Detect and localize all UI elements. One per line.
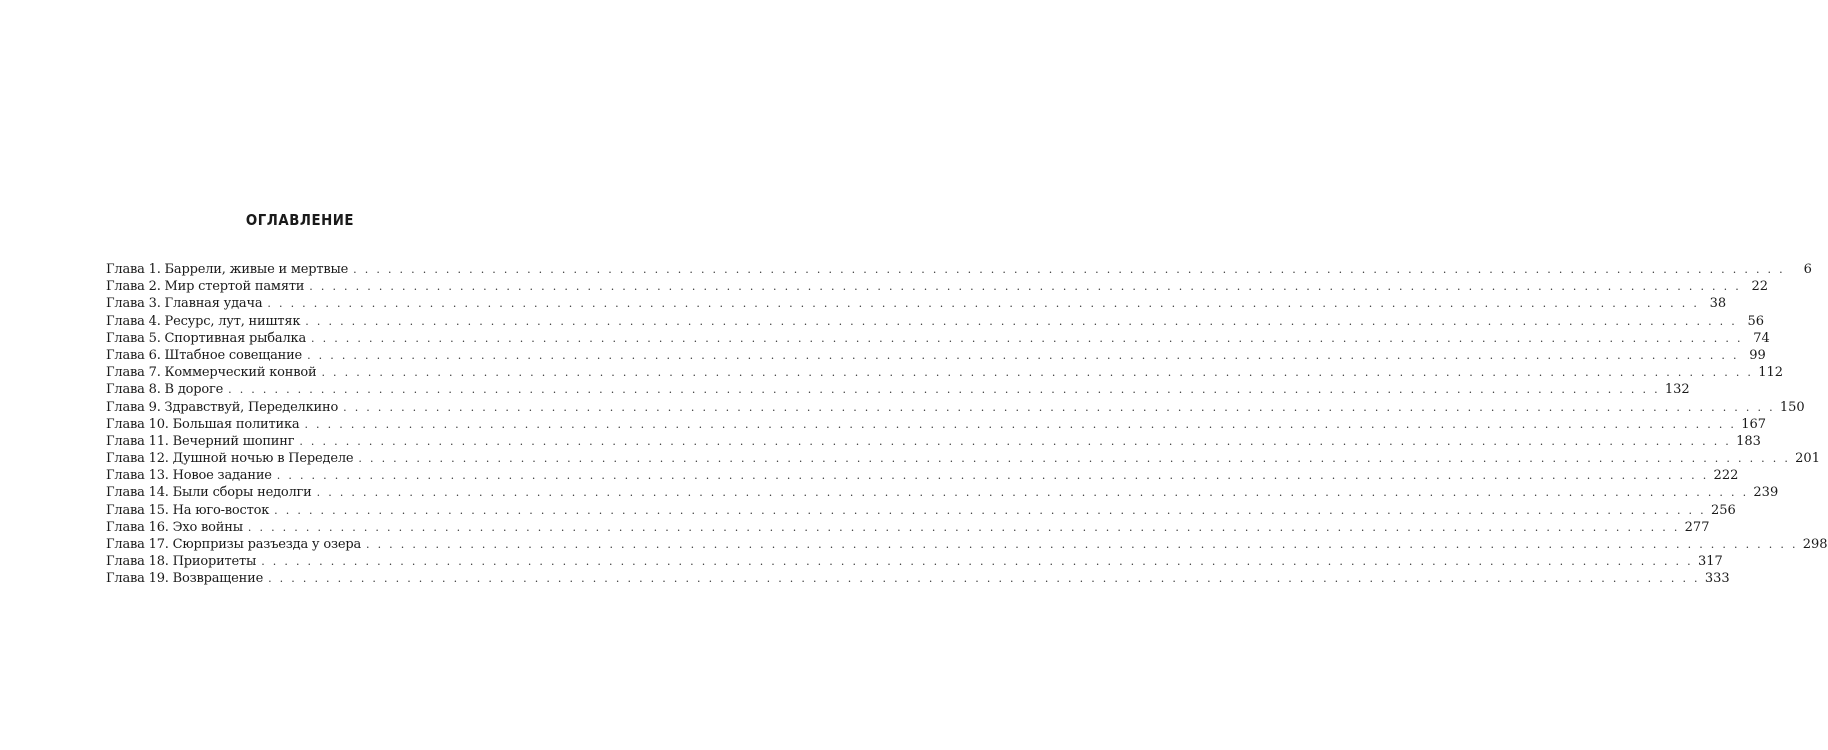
toc-entry: [106, 381, 1690, 398]
page-number: 201: [1795, 451, 1820, 467]
dot-leader: [228, 381, 1660, 398]
page-number: 222: [1713, 468, 1739, 484]
toc-entry: [106, 399, 1805, 416]
toc-entry: [106, 364, 1784, 381]
page-number: 333: [1704, 571, 1730, 587]
chapter-title: Глава 1. Баррели, живые и мертвые: [106, 262, 349, 277]
toc-entry: [106, 261, 1812, 278]
chapter-title: Глава 10. Большая политика: [106, 416, 300, 432]
dot-leader: [358, 450, 1790, 467]
toc-entry: [106, 278, 1769, 295]
dot-leader: [343, 399, 1775, 416]
dot-leader: [309, 278, 1741, 295]
page-number: 132: [1664, 382, 1690, 398]
chapter-title: Глава 9. Здравствуй, Переделкино: [106, 399, 339, 415]
chapter-title: Глава 14. Были сборы недолги: [106, 485, 312, 501]
page-number: 298: [1802, 537, 1828, 552]
toc-entry: [106, 570, 1730, 587]
page-number: 150: [1779, 399, 1805, 415]
chapter-title: Глава 13. Новое задание: [106, 468, 272, 484]
dot-leader: [353, 261, 1785, 278]
page-number: 239: [1753, 485, 1779, 501]
toc-entry: [106, 467, 1739, 484]
chapter-title: Глава 15. На юго-восток: [106, 502, 270, 518]
toc-entry: [106, 536, 1828, 553]
dot-leader: [311, 330, 1743, 347]
chapter-title: Глава 8. В дороге: [106, 382, 224, 398]
page-number: 167: [1741, 416, 1767, 432]
toc-heading: ОГЛАВЛЕНИЕ: [245, 211, 355, 229]
dot-leader: [248, 519, 1680, 536]
page-number: 6: [1803, 262, 1812, 277]
chapter-title: Глава 3. Главная удача: [106, 296, 263, 312]
toc-entry: [106, 347, 1766, 364]
dot-leader: [299, 433, 1731, 450]
page-number: 183: [1736, 433, 1761, 449]
dot-leader: [267, 295, 1699, 312]
dot-leader: [268, 570, 1700, 587]
page-number: 317: [1697, 554, 1723, 570]
toc-entry: [106, 484, 1779, 501]
toc-entry: [106, 330, 1770, 347]
chapter-title: Глава 6. Штабное совещание: [106, 347, 303, 363]
chapter-title: Глава 2. Мир стертой памяти: [106, 279, 305, 295]
page-number: 22: [1751, 279, 1769, 295]
dot-leader: [274, 502, 1706, 519]
dot-leader: [304, 416, 1736, 433]
chapter-title: Глава 4. Ресурс, лут, ништяк: [106, 313, 301, 329]
chapter-title: Глава 16. Эхо войны: [106, 519, 243, 535]
page-number: 56: [1747, 313, 1765, 329]
dot-leader: [366, 536, 1798, 553]
dot-leader: [261, 553, 1693, 570]
page-number: 256: [1710, 502, 1736, 518]
page-number: 99: [1749, 347, 1766, 363]
toc-entry: [106, 450, 1820, 467]
dot-leader: [321, 364, 1753, 381]
chapter-title: Глава 5. Спортивная рыбалка: [106, 330, 307, 346]
toc-entry: [106, 416, 1767, 433]
page-number: 277: [1684, 519, 1710, 535]
chapter-title: Глава 18. Приоритеты: [106, 554, 257, 570]
dot-leader: [317, 484, 1749, 501]
toc-entry: [106, 502, 1736, 519]
chapter-title: Глава 7. Коммерческий конвой: [106, 365, 317, 381]
page-number: 38: [1709, 296, 1727, 312]
toc-entry: [106, 295, 1727, 312]
chapter-title: Глава 17. Сюрпризы разъезда у озера: [106, 537, 361, 552]
toc-entry: [106, 313, 1765, 330]
page-number: 74: [1753, 330, 1770, 346]
toc-entry: [106, 519, 1710, 536]
chapter-title: Глава 19. Возвращение: [106, 571, 264, 587]
dot-leader: [305, 313, 1737, 330]
page-number: 112: [1758, 365, 1784, 381]
chapter-title: Глава 11. Вечерний шопинг: [106, 433, 295, 449]
dot-leader: [307, 347, 1739, 364]
table-of-contents: [106, 261, 1828, 588]
toc-entry: [106, 553, 1723, 570]
toc-entry: [106, 433, 1761, 450]
chapter-title: Глава 12. Душной ночью в Переделе: [106, 451, 354, 467]
dot-leader: [277, 467, 1709, 484]
